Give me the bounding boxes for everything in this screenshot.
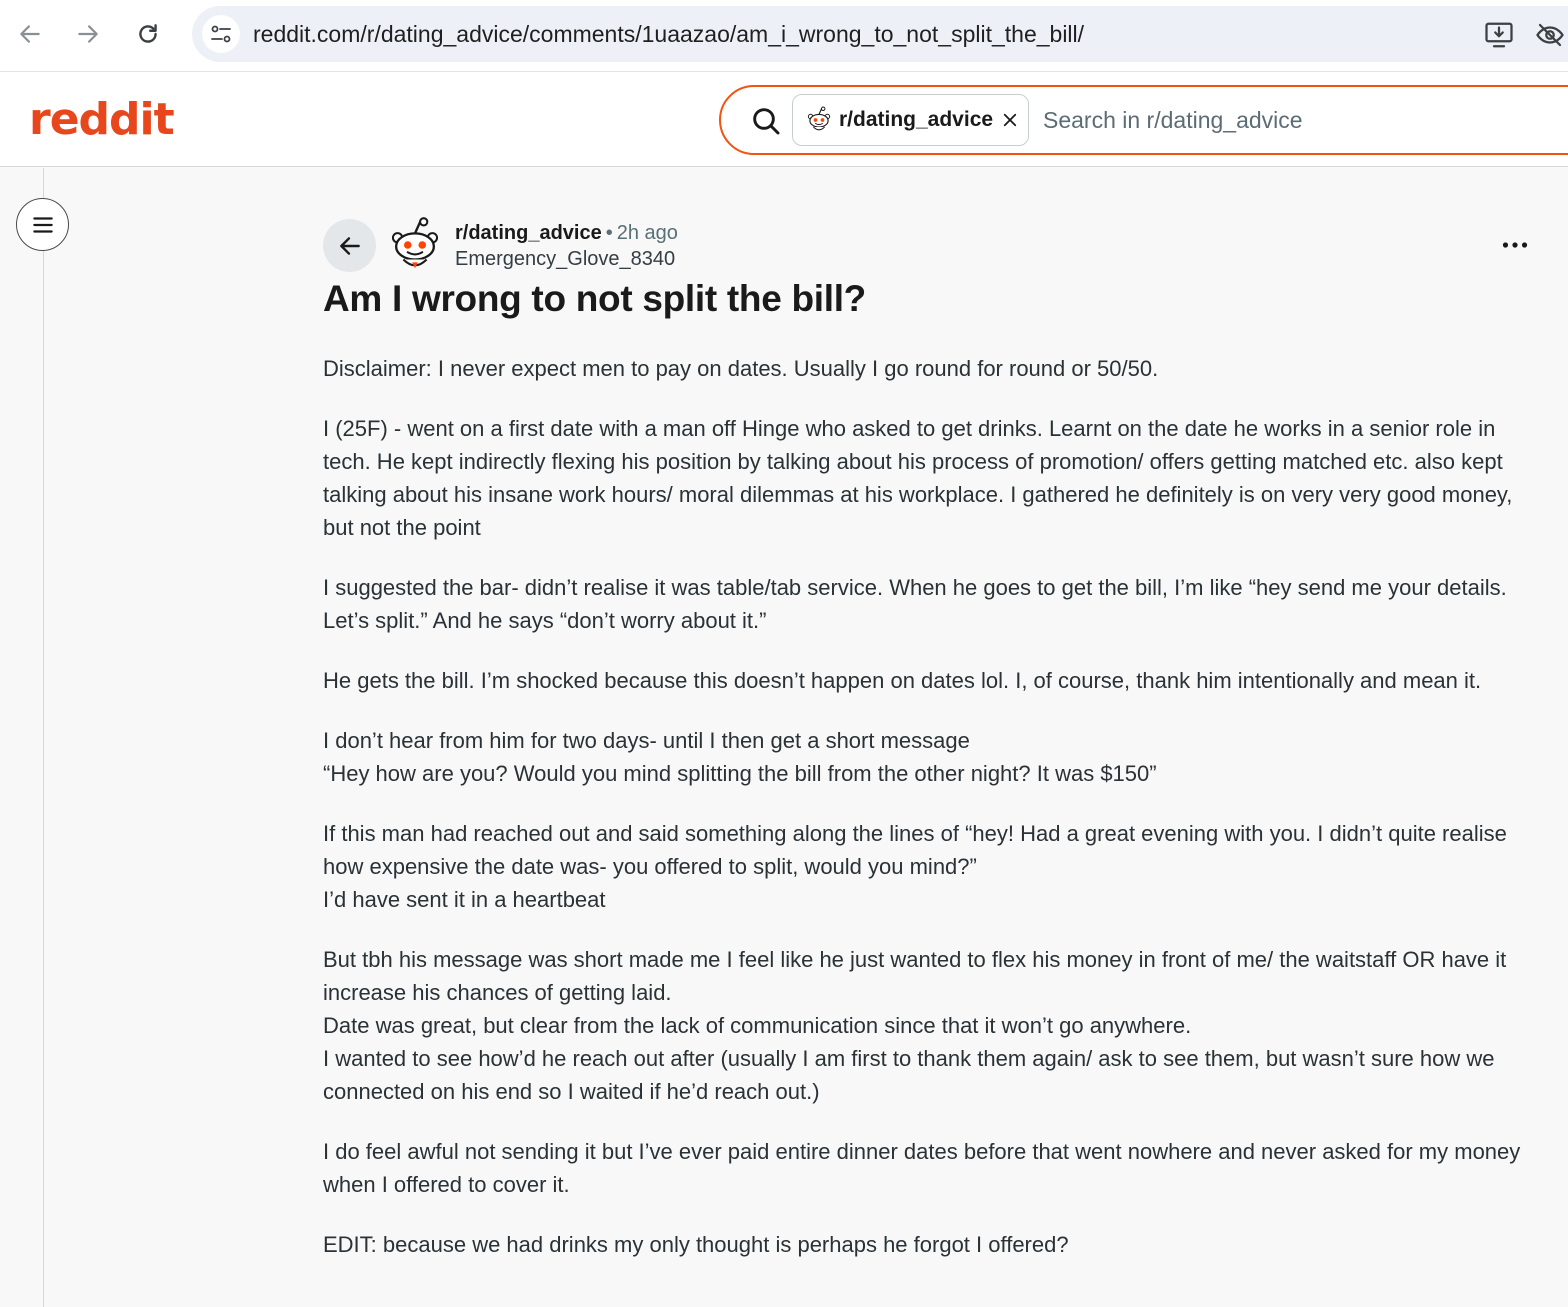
reload-icon — [135, 21, 161, 47]
arrow-left-icon — [337, 233, 363, 259]
post-body — [323, 352, 1538, 1288]
site-info-button[interactable] — [202, 15, 240, 53]
post-meta — [455, 220, 678, 272]
search-bar[interactable] — [719, 85, 1568, 155]
reload-button[interactable] — [128, 14, 168, 54]
body-paragraph — [323, 1135, 1538, 1201]
tune-icon — [209, 22, 233, 46]
arrow-right-icon — [75, 21, 101, 47]
body-paragraph — [323, 412, 1538, 544]
body-line: I (25F) - went on a first date with a man off Hinge who asked to get drinks. Learnt on the date he works in a senior role in tech. He kept indirectly flexing his position by talking about his process of promotion/ offers getting matched etc. also kept talking about his insane work hours/ moral dilemmas at his workplace. I gathered he definitely is on very very good money, but not the point — [323, 416, 1513, 540]
body-line: I suggested the bar- didn’t realise it was table/tab service. When he goes to get the bill, I’m like “hey send me your details. Let’s split.” And he says “don’t worry about it.” — [323, 575, 1507, 633]
eye-off-icon[interactable] — [1535, 20, 1565, 50]
left-sidebar-rail — [0, 168, 44, 1307]
more-options-button[interactable] — [1492, 230, 1538, 260]
forward-nav-button[interactable] — [68, 14, 108, 54]
arrow-left-icon — [17, 21, 43, 47]
post-title: Am I wrong to not split the bill? — [323, 278, 866, 319]
body-line: I don’t hear from him for two days- until I then get a short message — [323, 728, 970, 753]
subreddit-avatar-icon[interactable] — [386, 216, 444, 274]
back-button[interactable] — [323, 219, 376, 272]
url-text[interactable]: reddit.com/r/dating_advice/comments/1uaazao/am_i_wrong_to_not_split_the_bill/ — [253, 21, 1085, 47]
body-line: He gets the bill. I’m shocked because this doesn’t happen on dates lol. I, of course, thank him intentionally and mean it. — [323, 668, 1482, 693]
post-time: 2h ago — [616, 222, 678, 244]
community-filter-chip[interactable] — [792, 94, 1029, 146]
author-link[interactable]: Emergency_Glove_8340 — [455, 248, 676, 270]
body-line: EDIT: because we had drinks my only thought is perhaps he forgot I offered? — [323, 1232, 1069, 1257]
hamburger-menu-icon — [30, 212, 56, 238]
body-line: I do feel awful not sending it but I’ve ever paid entire dinner dates before that went nowhere and never asked for my money when I offered to cover it. — [323, 1139, 1521, 1197]
body-paragraph — [323, 817, 1538, 916]
snoo-avatar-icon — [805, 106, 833, 134]
body-line: “Hey how are you? Would you mind splitting the bill from the other night? It was $150” — [323, 761, 1157, 786]
body-line: I’d have sent it in a heartbeat — [323, 887, 606, 912]
meta-separator: • — [605, 222, 613, 244]
body-line: Date was great, but clear from the lack of communication since that it won’t go anywhere. — [323, 1013, 1192, 1038]
search-icon — [750, 105, 782, 137]
search-input[interactable] — [1041, 97, 1568, 143]
ellipsis-icon — [1502, 241, 1528, 249]
body-paragraph — [323, 724, 1538, 790]
body-line: Disclaimer: I never expect men to pay on dates. Usually I go round for round or 50/50. — [323, 356, 1159, 381]
body-paragraph — [323, 1228, 1538, 1261]
reddit-logo[interactable]: reddit — [29, 94, 174, 145]
body-paragraph — [323, 571, 1538, 637]
menu-toggle-button[interactable] — [16, 198, 69, 251]
body-line: I wanted to see how’d he reach out after (usually I am first to thank them again/ ask to see them, but wasn’t sure how we connected on his end so I waited if he’d reach out.) — [323, 1046, 1495, 1104]
reddit-header — [0, 72, 1568, 167]
address-bar[interactable] — [192, 6, 1568, 62]
close-icon[interactable] — [1001, 111, 1019, 129]
install-app-icon[interactable] — [1484, 20, 1514, 50]
browser-toolbar — [0, 0, 1568, 72]
back-nav-button[interactable] — [10, 14, 50, 54]
body-paragraph — [323, 664, 1538, 697]
body-line: But tbh his message was short made me I feel like he just wanted to flex his money in front of me/ the waitstaff OR have it increase his chances of getting laid. — [323, 947, 1507, 1005]
subreddit-link[interactable]: r/dating_advice — [455, 222, 602, 244]
body-paragraph — [323, 352, 1538, 385]
body-line: If this man had reached out and said something along the lines of “hey! Had a great evening with you. I didn’t quite realise how expensive the date was- you offered to split, would you mind?” — [323, 821, 1507, 879]
body-paragraph — [323, 943, 1538, 1108]
community-chip-label: r/dating_advice — [839, 108, 994, 131]
